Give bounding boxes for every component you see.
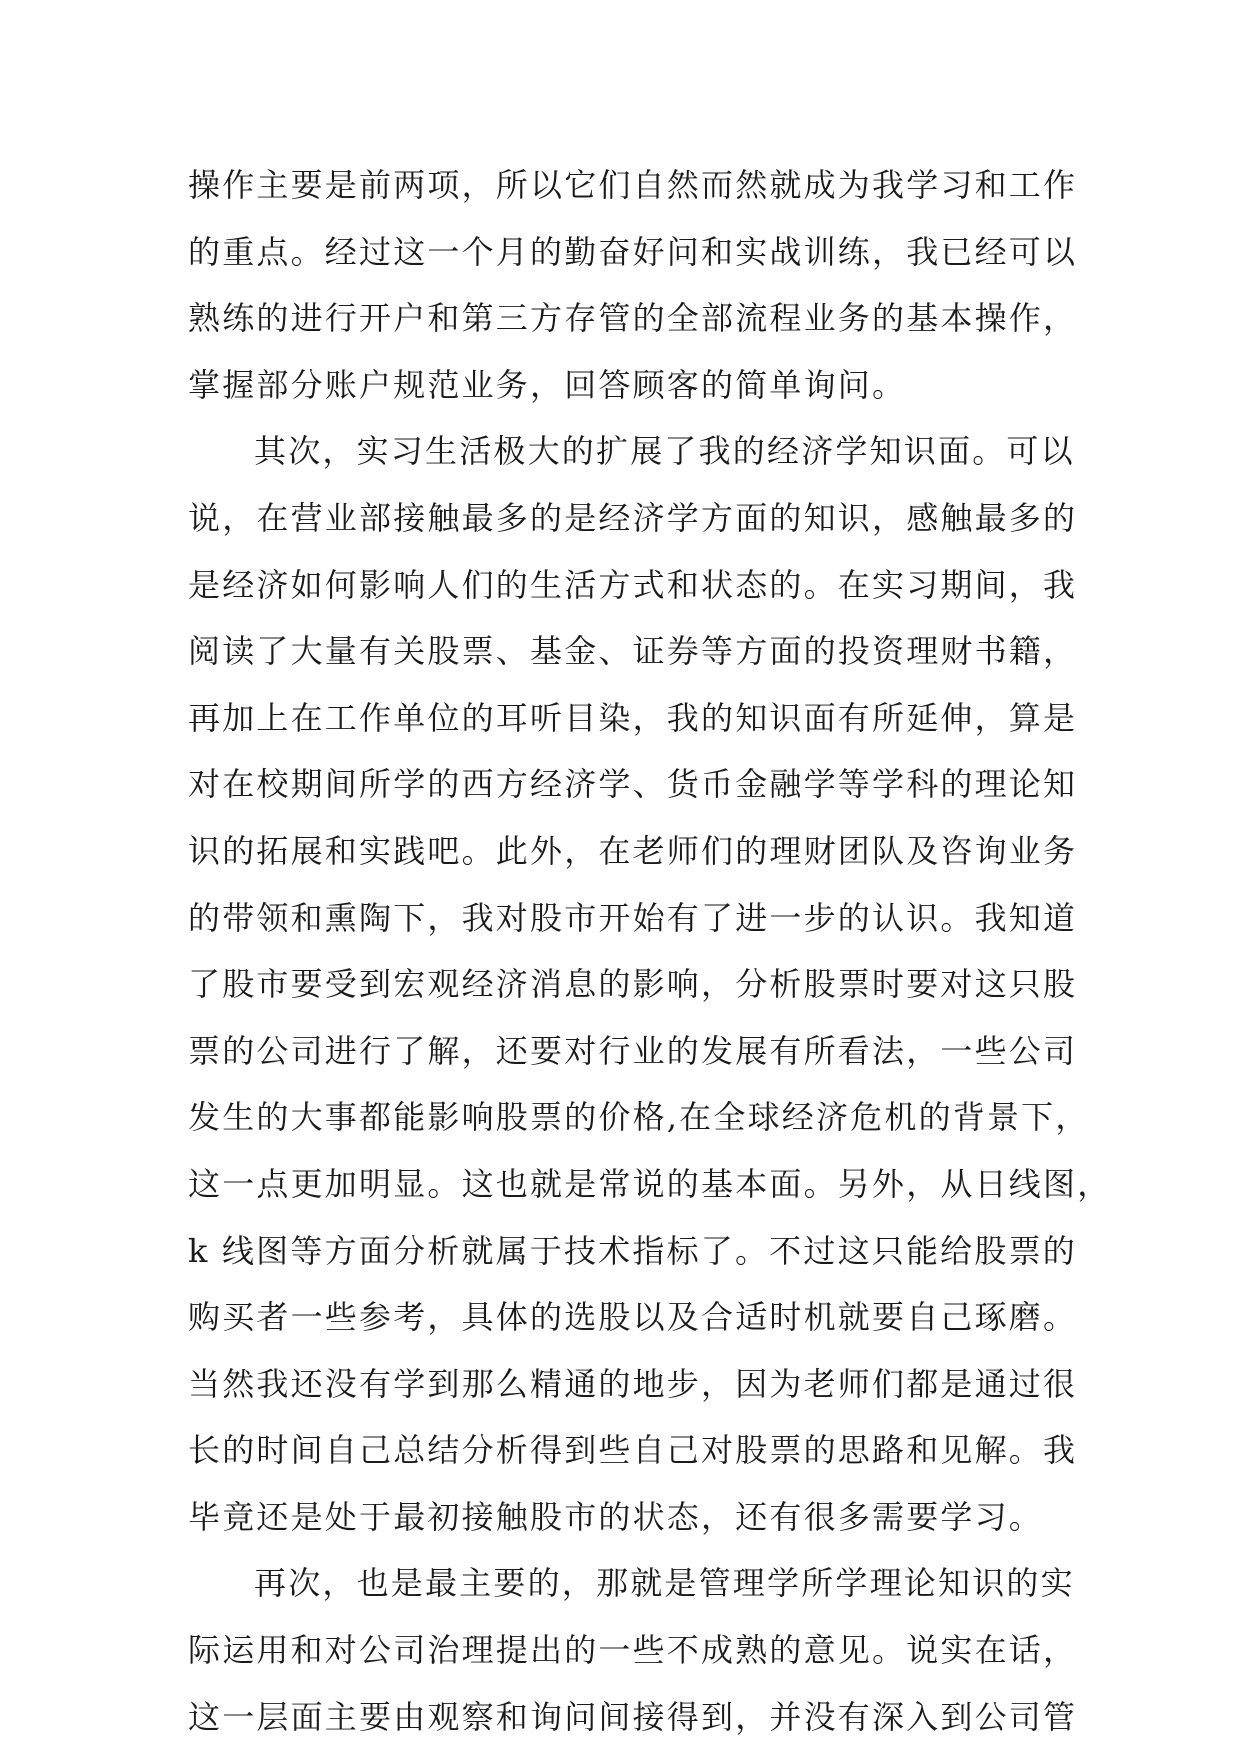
text-line: 当然我还没有学到那么精通的地步，因为老师们都是通过很	[188, 1364, 1078, 1403]
paragraph-start-line: 再次，也是最主要的，那就是管理学所学理论知识的实	[254, 1564, 1075, 1603]
text-line: 发生的大事都能影响股票的价格,在全球经济危机的背景下，	[188, 1098, 1090, 1137]
text-line: 这一层面主要由观察和询问间接得到，并没有深入到公司管	[188, 1697, 1078, 1736]
text-line: 际运用和对公司治理提出的一些不成熟的意见。说实在话，	[188, 1631, 1078, 1670]
body-text	[188, 152, 1112, 1750]
text-line: 购买者一些参考，具体的选股以及合适时机就要自己琢磨。	[188, 1298, 1078, 1337]
text-line: 长的时间自己总结分析得到些自己对股票的思路和见解。我	[188, 1431, 1078, 1470]
text-line: 对在校期间所学的西方经济学、货币金融学等学科的理论知	[188, 765, 1078, 804]
text-line: 毕竟还是处于最初接触股市的状态，还有很多需要学习。	[188, 1497, 1044, 1536]
text-line: 识的拓展和实践吧。此外，在老师们的理财团队及咨询业务	[188, 831, 1078, 870]
text-line: 的重点。经过这一个月的勤奋好问和实战训练，我已经可以	[188, 232, 1078, 271]
text-line: 票的公司进行了解，还要对行业的发展有所看法，一些公司	[188, 1031, 1078, 1070]
text-line: 熟练的进行开户和第三方存管的全部流程业务的基本操作，	[188, 299, 1078, 338]
text-line: 阅读了大量有关股票、基金、证券等方面的投资理财书籍，	[188, 632, 1078, 671]
text-line: 掌握部分账户规范业务，回答顾客的简单询问。	[188, 365, 907, 404]
paragraph-start-line: 其次，实习生活极大的扩展了我的经济学知识面。可以	[254, 432, 1075, 471]
text-line: 再加上在工作单位的耳听目染，我的知识面有所延伸，算是	[188, 698, 1078, 737]
text-line: 的带领和熏陶下，我对股市开始有了进一步的认识。我知道	[188, 898, 1078, 937]
text-line: k 线图等方面分析就属于技术指标了。不过这只能给股票的	[188, 1231, 1077, 1270]
text-line: 操作主要是前两项，所以它们自然而然就成为我学习和工作	[188, 166, 1078, 204]
text-line: 了股市要受到宏观经济消息的影响，分析股票时要对这只股	[188, 965, 1078, 1004]
text-line: 说，在营业部接触最多的是经济学方面的知识，感触最多的	[188, 498, 1078, 537]
text-line: 是经济如何影响人们的生活方式和状态的。在实习期间，我	[188, 565, 1078, 604]
text-line: 这一点更加明显。这也就是常说的基本面。另外，从日线图，	[188, 1164, 1112, 1203]
